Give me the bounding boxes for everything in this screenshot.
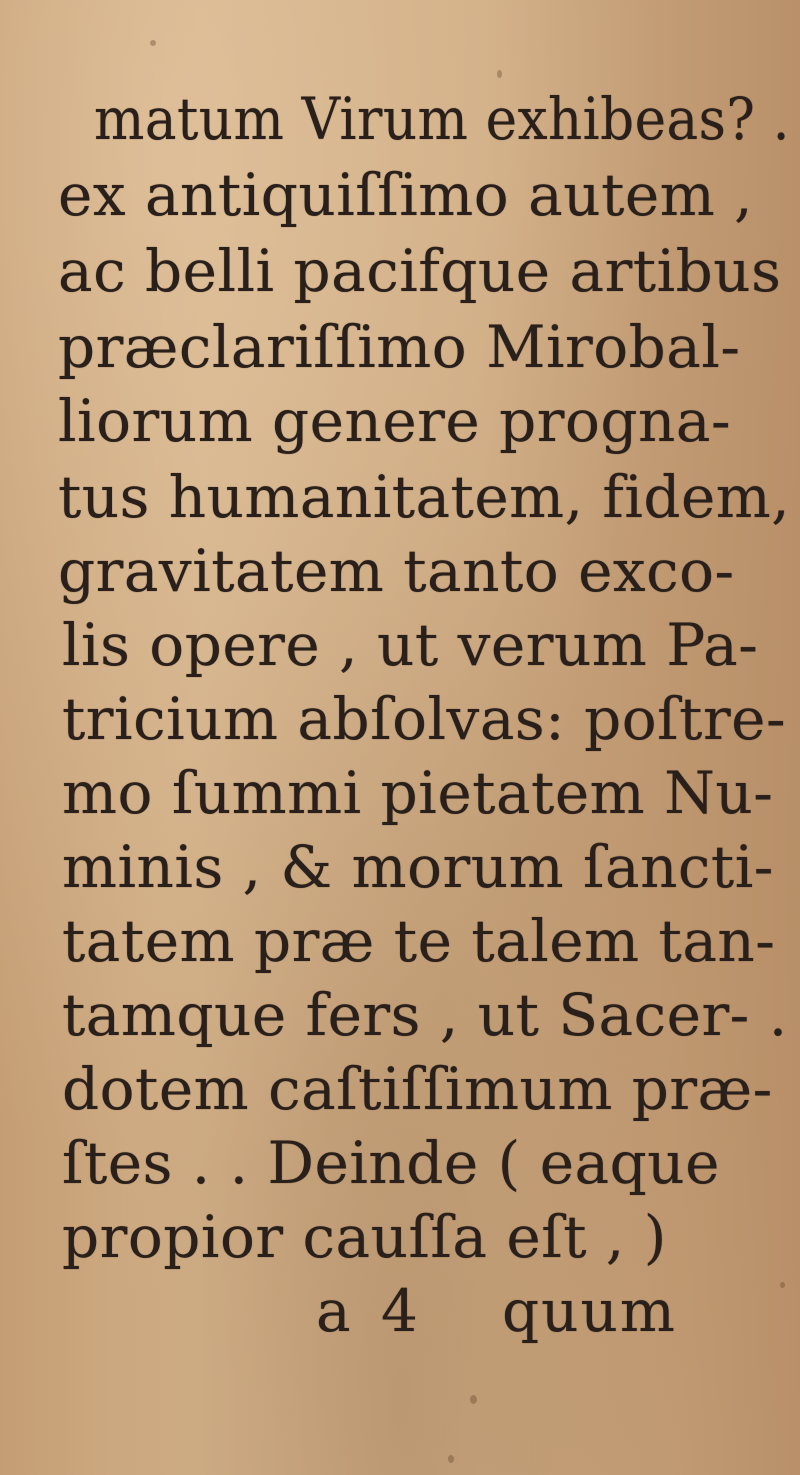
text-line: gravitatem tanto exco- — [58, 537, 735, 605]
text-line: dotem caſtiſſimum præ- — [62, 1055, 773, 1123]
text-line: mo ſummi pietatem Nu- — [62, 759, 774, 827]
text-line: minis , & morum ſancti- — [62, 833, 774, 901]
catchword: quum — [502, 1277, 677, 1345]
text-line: matum Virum exhibeas? . — [94, 85, 790, 153]
text-line: propior cauſſa eſt , ) — [62, 1203, 667, 1271]
text-line: lis opere , ut verum Pa- — [62, 611, 759, 679]
signature-mark: a 4 — [316, 1277, 424, 1345]
text-line: tus humanitatem, fidem, — [58, 463, 791, 531]
text-line: tricium abſolvas: poſtre- — [62, 685, 787, 753]
text-line: liorum genere progna- — [58, 387, 732, 455]
text-line: ex antiquiſſimo autem , — [58, 161, 754, 229]
text-line: ſtes . . Deinde ( eaque — [62, 1129, 720, 1197]
text-line: tatem præ te talem tan- — [62, 907, 776, 975]
text-line: præclariſſimo Mirobal- — [58, 313, 741, 381]
text-line: tamque fers , ut Sacer- . — [62, 981, 788, 1049]
text-line: ac belli pacifque artibus — [58, 237, 782, 305]
